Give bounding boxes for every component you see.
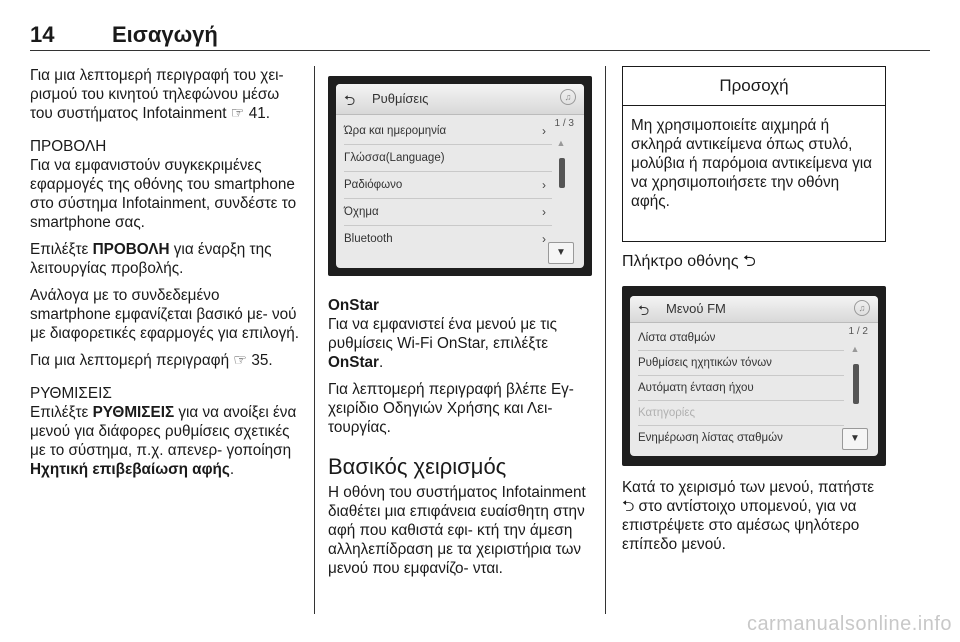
chevron-right-icon: › <box>542 178 546 192</box>
page-indicator: 1 / 2 <box>848 326 868 337</box>
watermark: carmanualsonline.info <box>746 613 952 635</box>
onstar-heading: OnStar <box>328 297 379 314</box>
scroll-up-icon: ▲ <box>556 138 566 148</box>
caution-text: Μη χρησιμοποιείτε αιχμηρά ή σκληρά αντικείμενα όπως στυλό, μολύβια ή παρόμοια αντικείμενα για να χρησιμοποιήσετε την οθόνη αφής. <box>631 117 872 210</box>
onstar-paragraph-2: Για λεπτομερή περιγραφή βλέπε Εγ- χειρίδιο Οδηγιών Χρήσης και Λει- τουργίας. <box>328 381 574 436</box>
back-icon: ⮌ <box>344 92 356 108</box>
phone-reference-paragraph: Για μια λεπτομερή περιγραφή του χει- ρισμού του κινητού τηλεφώνου μέσω του συστήματος Infotainment ☞ 41. <box>30 67 284 122</box>
screen-key-paragraph: Κατά το χειρισμό των μενού, πατήστε ⮌ στο αντίστοιχο υπομενού, για να επιστρέψετε στο αμέσως ψηλότερο επίπεδο μενού. <box>622 479 875 553</box>
list-item: Κατηγορίες <box>638 401 844 426</box>
scroll-down-icon: ▼ <box>548 242 574 264</box>
chevron-right-icon: › <box>542 205 546 219</box>
basic-operation-paragraph: Η οθόνη του συστήματος Infotainment διαθέτει μια επιφάνεια ευαίσθητη στην αφή που καθιστά εφι- κτή την άμεση αλληλεπίδραση με τα χειριστήρια των μενού που εμφανίζο- νται. <box>328 484 586 577</box>
screen-key-heading: Πλήκτρο οθόνης ⮌ <box>622 253 756 270</box>
chevron-right-icon: › <box>542 124 546 138</box>
list-item: Bluetooth › <box>344 226 552 252</box>
basic-operation-heading: Βασικός χειρισμός <box>328 454 507 479</box>
list-item: Αυτόματη ένταση ήχου <box>638 376 844 401</box>
settings-menu-list <box>344 118 552 252</box>
screen-title: Ρυθμίσεις <box>372 91 429 106</box>
list-item: Όχημα › <box>344 199 552 226</box>
chapter-title: Εισαγωγή <box>112 22 218 47</box>
fm-menu-screen-image <box>622 286 886 466</box>
back-icon: ⮌ <box>638 302 650 318</box>
list-item: Λίστα σταθμών <box>638 326 844 351</box>
settings-section <box>30 384 302 479</box>
column-3 <box>622 252 884 279</box>
projection-paragraph-1: Για να εμφανιστούν συγκεκριμένες εφαρμογές της οθόνης του smartphone στο σύστημα Infotainment, συνδέστε το smartphone σας. <box>30 157 297 231</box>
projection-paragraph-4: Για μια λεπτομερή περιγραφή ☞ 35. <box>30 352 273 369</box>
list-item: Ρυθμίσεις ηχητικών τόνων <box>638 351 844 376</box>
list-item: Ραδιόφωνο › <box>344 172 552 199</box>
scroll-thumb <box>559 158 565 188</box>
settings-paragraph: Επιλέξτε ΡΥΘΜΙΣΕΙΣ για να ανοίξει ένα μενού για διάφορες ρυθμίσεις σχετικές με το σύστημα, π.χ. απενερ- γοποίηση Ηχητική επιβεβαίωση αφής. <box>30 404 297 478</box>
page-indicator: 1 / 3 <box>554 118 574 129</box>
scroll-up-icon: ▲ <box>850 344 860 354</box>
column-3-text <box>622 478 884 562</box>
music-note-icon: ♫ <box>560 89 576 105</box>
settings-screen-image <box>328 76 592 276</box>
music-note-icon: ♫ <box>854 300 870 316</box>
list-item: Ώρα και ημερομηνία › <box>344 118 552 145</box>
projection-paragraph-2: Επιλέξτε ΠΡΟΒΟΛΗ για έναρξη της λειτουργίας προβολής. <box>30 241 272 277</box>
scroll-down-icon: ▼ <box>842 428 868 450</box>
projection-heading: ΠΡΟΒΟΛΗ <box>30 138 107 155</box>
caution-heading: Προσοχή <box>623 67 885 106</box>
caution-box <box>622 66 886 242</box>
column-divider-2 <box>605 66 606 614</box>
list-item: Ενημέρωση λίστας σταθμών <box>638 432 783 444</box>
fm-menu-list <box>638 326 844 450</box>
projection-paragraph-3: Ανάλογα με το συνδεδεμένο smartphone εμφανίζεται βασικό με- νού με διαφορετικές εφαρμογές για επιλογή. <box>30 287 300 342</box>
column-1 <box>30 66 302 487</box>
list-item: Γλώσσα(Language) <box>344 145 552 172</box>
settings-heading: ΡΥΘΜΙΣΕΙΣ <box>30 385 112 402</box>
projection-section <box>30 137 302 370</box>
header-rule <box>30 50 930 51</box>
page-number: 14 <box>30 22 55 47</box>
column-2 <box>328 296 596 586</box>
chevron-right-icon: › <box>542 232 546 246</box>
scroll-thumb <box>853 364 859 404</box>
onstar-paragraph-1: Για να εμφανιστεί ένα μενού με τις ρυθμίσεις Wi-Fi OnStar, επιλέξτε OnStar. <box>328 316 558 371</box>
screen-title: Μενού FM <box>666 301 726 316</box>
column-divider-1 <box>314 66 315 614</box>
